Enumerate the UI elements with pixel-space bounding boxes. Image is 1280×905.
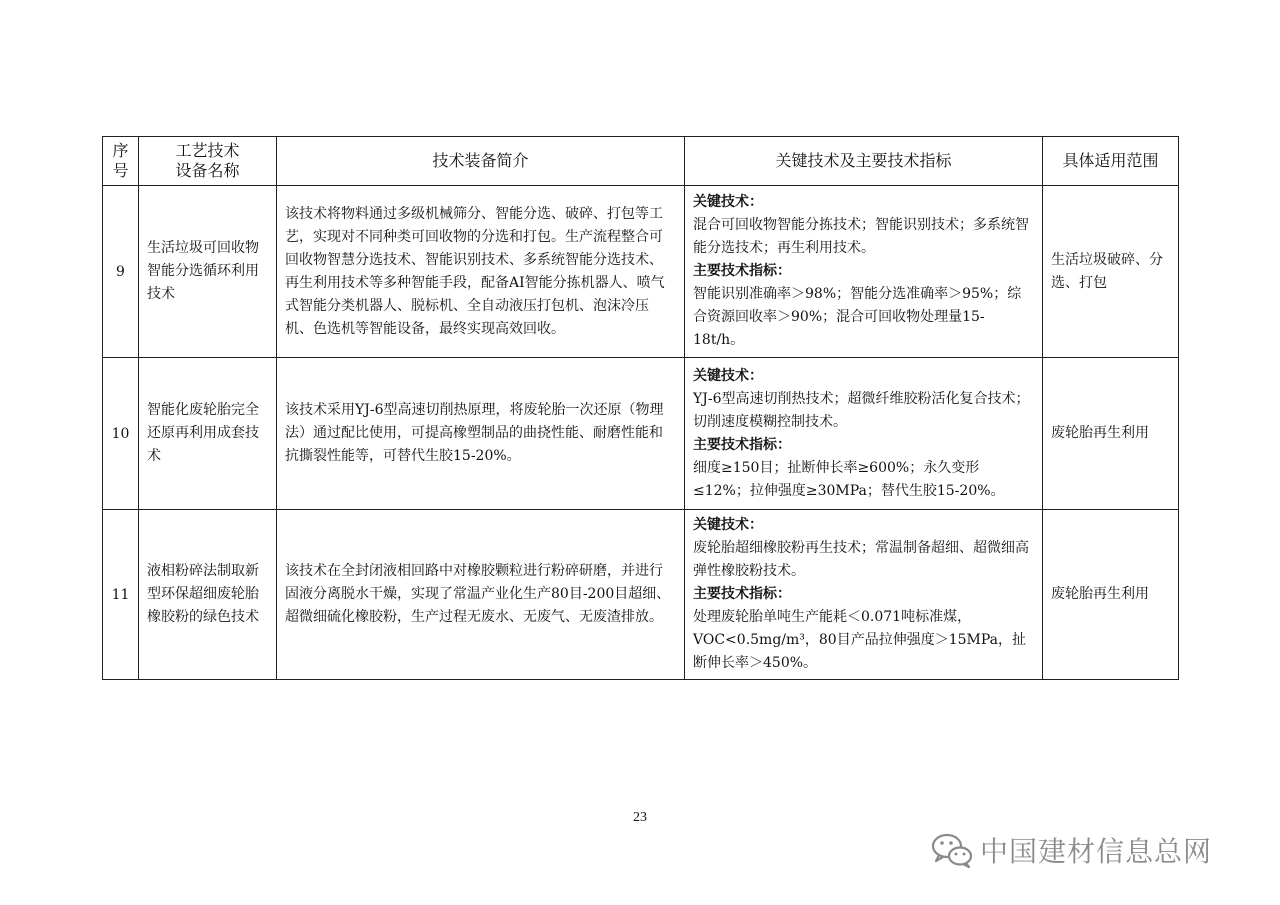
row-number: 11 [103, 510, 139, 680]
tech-intro: 该技术将物料通过多级机械筛分、智能分选、破碎、打包等工艺，实现对不同种类可回收物的分选和打包。生产流程整合可回收物智慧分选技术、智能识别技术、多系统智能分选技术、再生利用技术等多种智能手段，配备AI智能分拣机器人、喷气式智能分类机器人、脱标机、全自动液压打包机、泡沫冷压机、色选机等智能设备，最终实现高效回收。 [277, 186, 685, 358]
key-tech-text: 混合可回收物智能分拣技术；智能识别技术；多系统智能分选技术；再生利用技术。 [693, 217, 1029, 256]
key-tech-label: 关键技术： [693, 367, 763, 384]
index-text: 处理废轮胎单吨生产能耗＜0.071吨标准煤，VOC<0.5mg/m³，80目产品拉伸强度＞15MPa，扯断伸长率＞450%。 [693, 609, 1026, 671]
table-row [103, 186, 1179, 358]
index-label: 主要技术指标： [693, 263, 791, 279]
watermark [930, 828, 1212, 872]
key-tech-label: 关键技术： [693, 517, 763, 533]
scope: 废轮胎再生利用 [1043, 510, 1179, 680]
key-tech-cell [685, 510, 1043, 680]
technology-table [102, 136, 1179, 680]
tech-name: 液相粉碎法制取新型环保超细废轮胎橡胶粉的绿色技术 [139, 510, 277, 680]
index-label: 主要技术指标： [693, 436, 791, 453]
index-text: 智能识别准确率＞98%；智能分选准确率＞95%；综合资源回收率＞90%；混合可回收物处理量15-18t/h。 [693, 286, 1022, 348]
header-key: 关键技术及主要技术指标 [685, 137, 1043, 186]
scope: 生活垃圾破碎、分选、打包 [1043, 186, 1179, 358]
tech-intro: 该技术采用YJ-6型高速切削热原理，将废轮胎一次还原（物理法）通过配比使用，可提高橡塑制品的曲挠性能、耐磨性能和抗撕裂性能等，可替代生胶15-20%。 [277, 358, 685, 510]
header-scope: 具体适用范围 [1043, 137, 1179, 186]
key-tech-cell [685, 358, 1043, 510]
wechat-icon [930, 830, 974, 870]
watermark-text: 中国建材信息总网 [980, 835, 1213, 868]
row-number: 10 [103, 358, 139, 510]
tech-intro: 该技术在全封闭液相回路中对橡胶颗粒进行粉碎研磨，并进行固液分离脱水干燥，实现了常温产业化生产80目-200目超细、超微细硫化橡胶粉，生产过程无废水、无废气、无废渣排放。 [277, 510, 685, 680]
index-label: 主要技术指标： [693, 586, 791, 602]
key-tech-label: 关键技术： [693, 194, 763, 210]
table-row [103, 358, 1179, 510]
key-tech-cell [685, 186, 1043, 358]
scope: 废轮胎再生利用 [1043, 358, 1179, 510]
header-intro: 技术装备简介 [277, 137, 685, 186]
index-text: 细度≥150目；扯断伸长率≥600%；永久变形≤12%；拉伸强度≥30MPa；替代生胶15-20%。 [693, 459, 1005, 499]
row-number: 9 [103, 186, 139, 358]
key-tech-text: YJ-6型高速切削热技术；超微纤维胶粉活化复合技术；切削速度模糊控制技术。 [693, 390, 1030, 430]
header-no: 序 号 [103, 137, 139, 186]
tech-name: 生活垃圾可回收物智能分选循环利用技术 [139, 186, 277, 358]
page-number: 23 [633, 810, 647, 825]
table-header-row [103, 137, 1179, 186]
key-tech-text: 废轮胎超细橡胶粉再生技术；常温制备超细、超微细高弹性橡胶粉技术。 [693, 540, 1029, 579]
table-row [103, 510, 1179, 680]
header-name: 工艺技术 设备名称 [139, 137, 277, 186]
tech-name: 智能化废轮胎完全还原再利用成套技术 [139, 358, 277, 510]
